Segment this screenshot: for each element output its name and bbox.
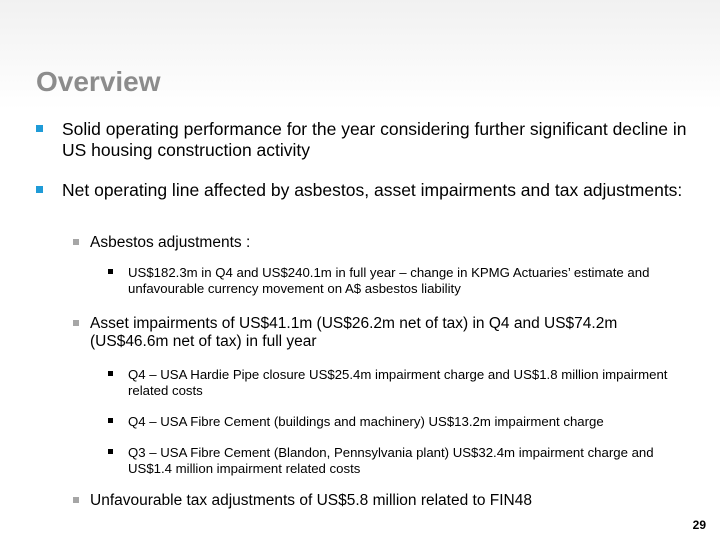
bullet-text: Asset impairments of US$41.1m (US$26.2m net of tax) in Q4 and US$74.2m (US$46.6m net of tax) in full year — [90, 315, 618, 351]
square-bullet-icon — [73, 320, 79, 326]
bullet-text: Q3 – USA Fibre Cement (Blandon, Pennsylvania plant) US$32.4m impairment charge and US$1.4 million impairment related costs — [128, 445, 654, 476]
bullet-item-asbestos-detail — [128, 265, 688, 296]
bullet-item-net-operating-line — [62, 180, 692, 201]
slide-title: Overview — [36, 66, 161, 97]
bullet-item-tax-adjustments — [90, 492, 680, 510]
square-bullet-icon — [108, 418, 113, 423]
bullet-item-hardie-pipe — [128, 367, 688, 398]
square-bullet-icon — [108, 269, 113, 274]
bullet-item-operating-performance — [62, 119, 692, 160]
bullet-item-blandon-plant — [128, 445, 688, 476]
bullet-item-fibre-cement-buildings — [128, 414, 688, 430]
square-bullet-icon — [108, 371, 113, 376]
bullet-item-asset-impairments — [90, 315, 680, 352]
bullet-text: Net operating line affected by asbestos, asset impairments and tax adjustments: — [62, 180, 683, 200]
square-bullet-icon — [108, 449, 113, 454]
bullet-text: Solid operating performance for the year considering further significant decline in US housing construction activity — [62, 119, 687, 160]
bullet-text: Q4 – USA Fibre Cement (buildings and machinery) US$13.2m impairment charge — [128, 414, 604, 429]
page-number: 29 — [692, 518, 706, 532]
square-bullet-icon — [36, 125, 43, 132]
square-bullet-icon — [73, 497, 79, 503]
bullet-text: Asbestos adjustments : — [90, 234, 251, 251]
square-bullet-icon — [36, 186, 43, 193]
bullet-text: Q4 – USA Hardie Pipe closure US$25.4m impairment charge and US$1.8 million impairment related costs — [128, 367, 668, 398]
square-bullet-icon — [73, 239, 79, 245]
bullet-item-asbestos — [90, 234, 680, 252]
bullet-text: US$182.3m in Q4 and US$240.1m in full year – change in KPMG Actuaries’ estimate and unfavourable currency movement on A$ asbestos liability — [128, 265, 650, 296]
bullet-text: Unfavourable tax adjustments of US$5.8 million related to FIN48 — [90, 492, 532, 509]
